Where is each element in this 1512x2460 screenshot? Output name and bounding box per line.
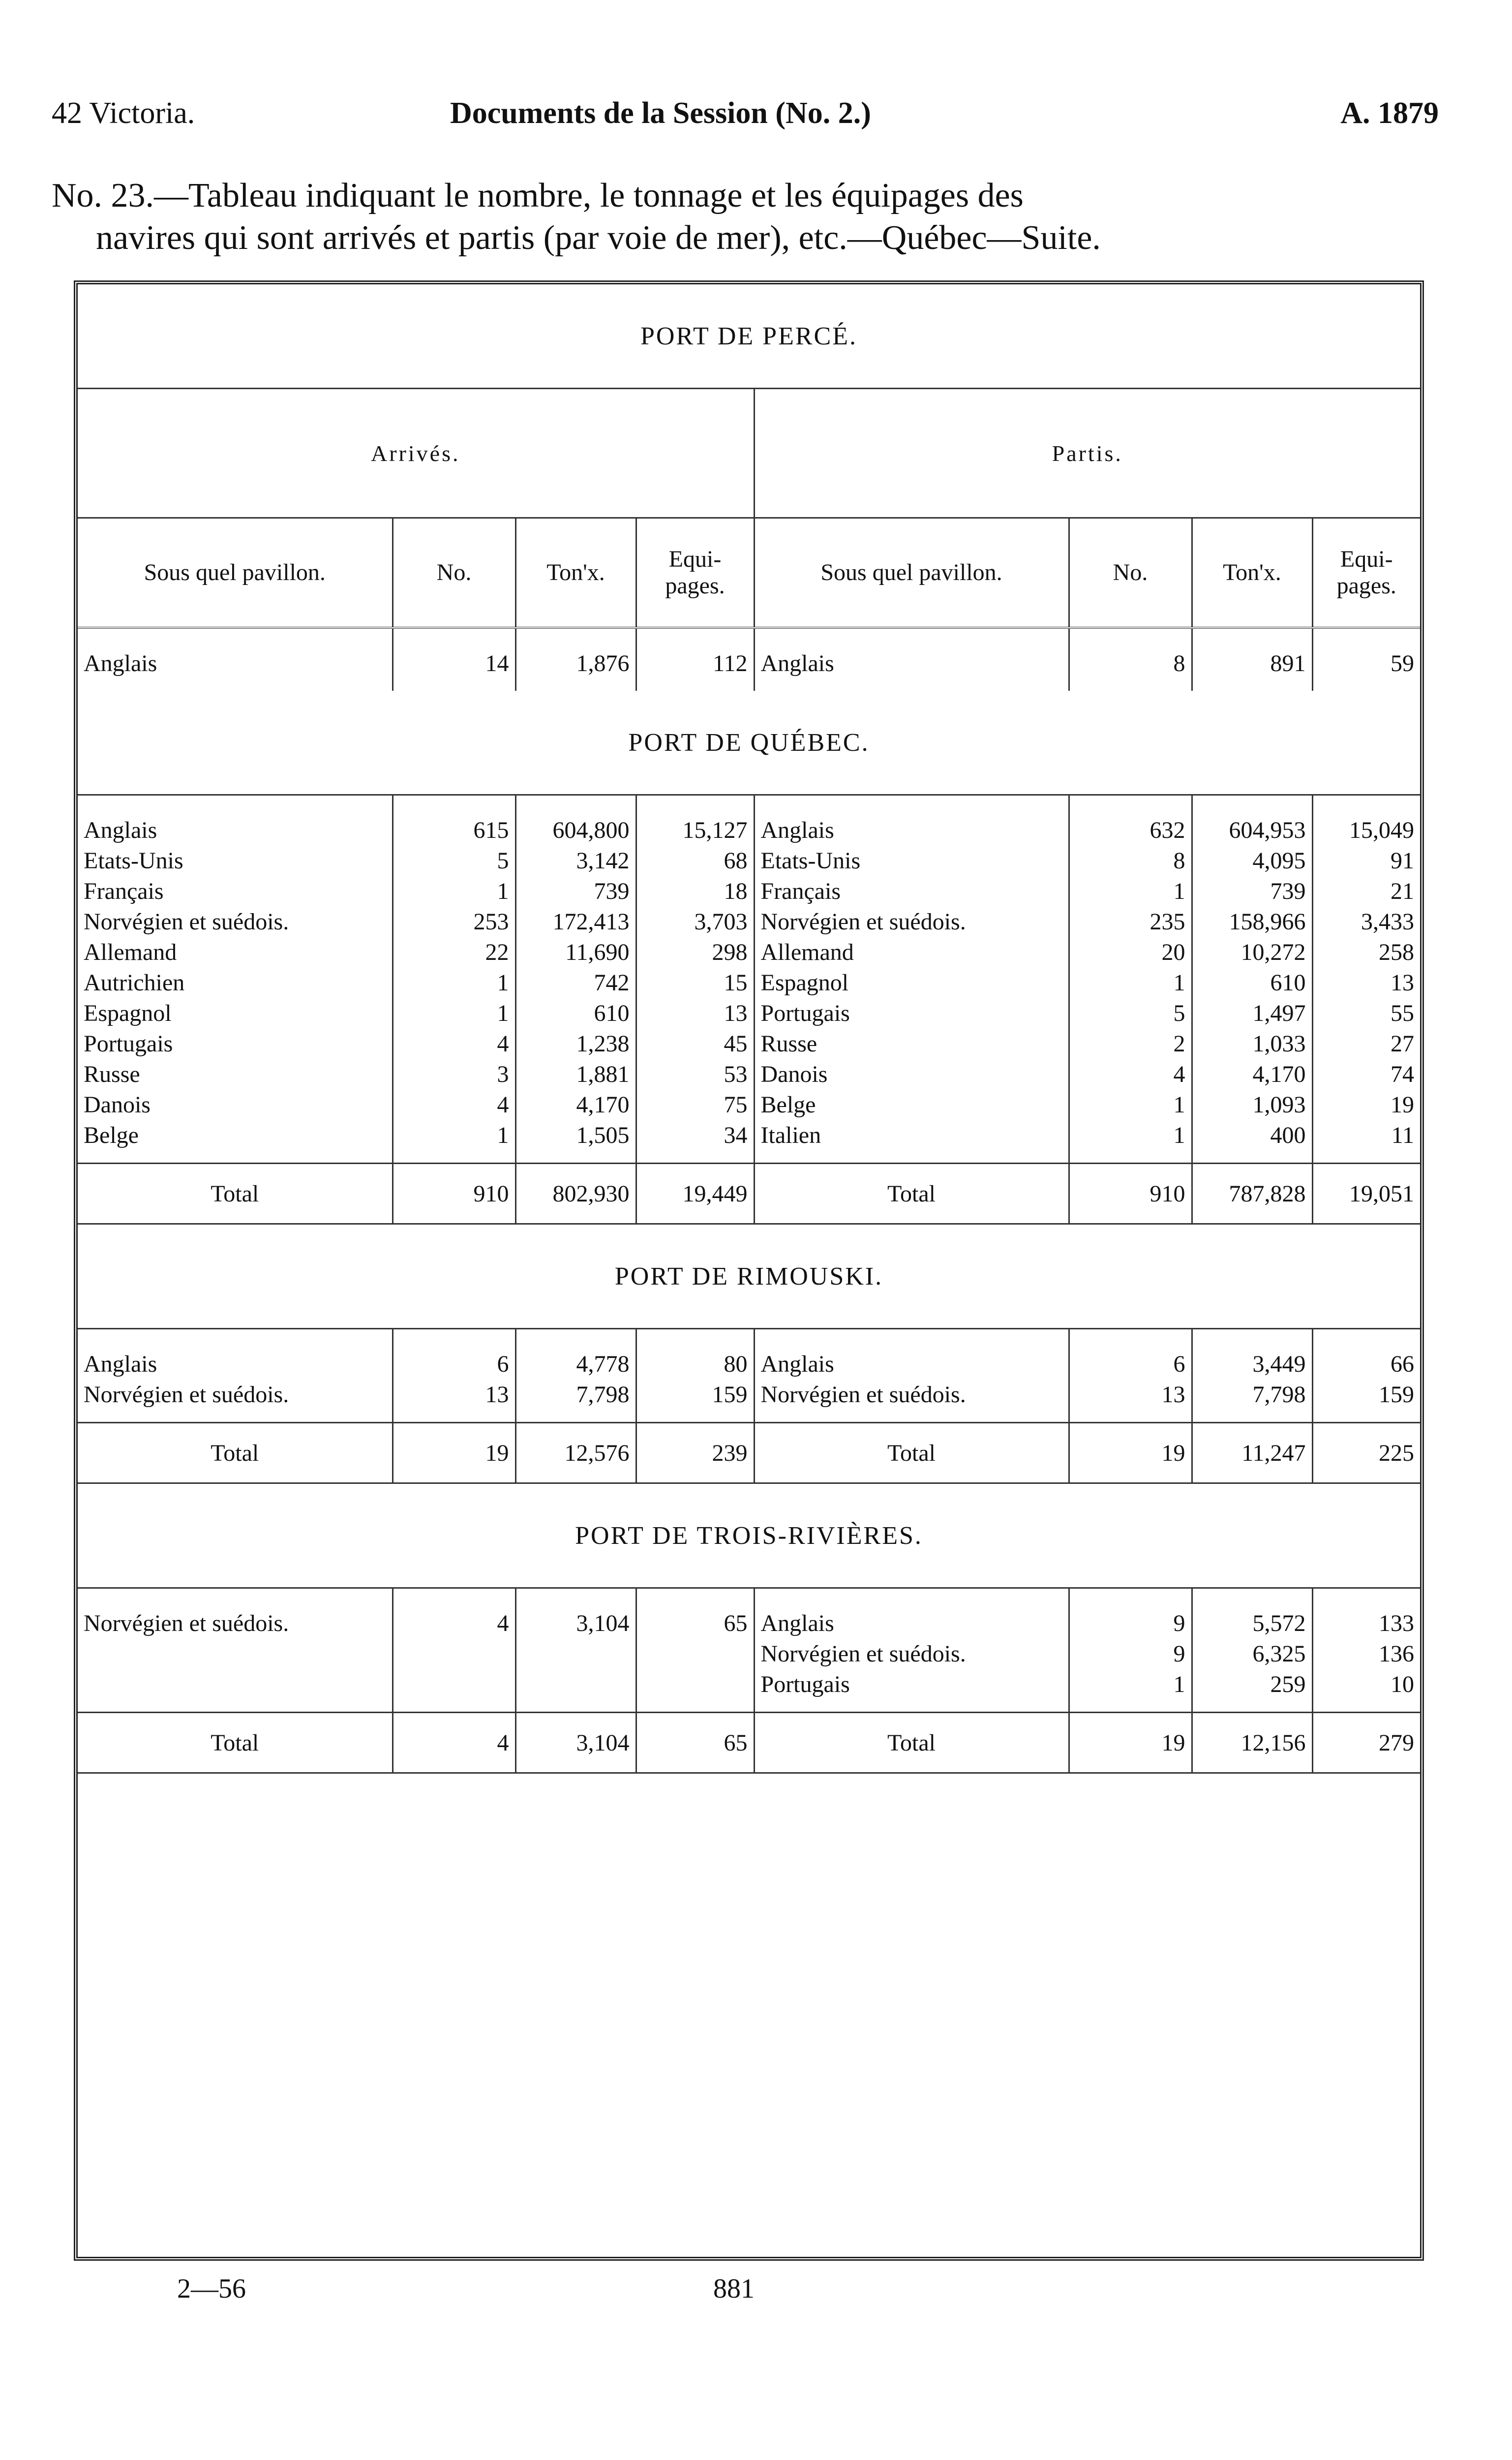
departed-crew: 91 [1391, 848, 1414, 874]
departed-crew: 258 [1379, 939, 1414, 965]
arrived-crew: 15 [636, 968, 754, 998]
table-row [78, 795, 1420, 846]
departed-flag: Russe [754, 1029, 1069, 1059]
table-row [78, 1090, 1420, 1120]
departed-no: 9 [1069, 1588, 1192, 1639]
arrived-tons: 3,142 [515, 846, 636, 876]
departed-no: 1 [1069, 1090, 1192, 1120]
departed-tons: 400 [1192, 1120, 1312, 1164]
table-row [78, 846, 1420, 876]
arrived-flag: Norvégien et suédois. [78, 1380, 393, 1423]
table-row [78, 1120, 1420, 1164]
arrived-flag: Russe [78, 1059, 393, 1090]
document-title [52, 175, 1439, 259]
departed-crew: 3,433 [1361, 909, 1414, 935]
arrived-no: 4 [393, 1588, 515, 1639]
header-center: Documents de la Session (No. 2.) [450, 96, 871, 130]
table-row [78, 628, 1420, 691]
arrived-crew: 53 [636, 1059, 754, 1090]
table-row [78, 1059, 1420, 1090]
title-line-2: navires qui sont arrivés et partis (par voie de mer), etc.—Québec—Suite. [96, 219, 1101, 257]
arrived-tons: 1,876 [515, 628, 636, 691]
departed-tons: 158,966 [1192, 907, 1312, 937]
arrived-tons: 1,505 [515, 1120, 636, 1164]
departed-crew: 59 [1391, 650, 1414, 676]
departed-total-label: Total [754, 1423, 1069, 1483]
col-head-tons: Ton'x. [515, 518, 636, 628]
arrived-no: 253 [393, 907, 515, 937]
departed-no: 632 [1069, 795, 1192, 846]
footer-center: 881 [713, 2274, 755, 2304]
departed-no: 2 [1069, 1029, 1192, 1059]
departed-total-crew: 19,051 [1312, 1164, 1420, 1224]
arrived-no: 1 [393, 998, 515, 1029]
title-line-1: No. 23.—Tableau indiquant le nombre, le tonnage et les équipages des [52, 177, 1024, 215]
arrived-no: 14 [393, 628, 515, 691]
arrived-crew: 18 [636, 876, 754, 907]
departed-total-tons: 11,247 [1192, 1423, 1312, 1483]
arrived-flag: Norvégien et suédois. [78, 907, 393, 937]
departed-total-no: 19 [1069, 1423, 1192, 1483]
departed-tons: 10,272 [1192, 937, 1312, 968]
arrived-total-no: 910 [393, 1164, 515, 1224]
arrived-no: 4 [393, 1090, 515, 1120]
departed-no: 13 [1069, 1380, 1192, 1423]
arrived-tons: 4,170 [515, 1090, 636, 1120]
departed-crew: 19 [1391, 1092, 1414, 1118]
departed-no: 8 [1069, 628, 1192, 691]
section-head-row [78, 389, 1420, 518]
col-head-no: No. [1069, 518, 1192, 628]
arrived-crew: 159 [636, 1380, 754, 1423]
arrived-crew: 34 [636, 1120, 754, 1164]
table-row [78, 1639, 1420, 1669]
departed-no: 4 [1069, 1059, 1192, 1090]
departed-flag: Anglais [754, 628, 1069, 691]
departed-tons: 259 [1192, 1669, 1312, 1713]
departed-total-tons: 787,828 [1192, 1164, 1312, 1224]
departed-no: 20 [1069, 937, 1192, 968]
arrived-flag: Norvégien et suédois. [78, 1588, 393, 1639]
arrived-flag: Etats-Unis [78, 846, 393, 876]
departed-tons: 4,170 [1192, 1059, 1312, 1090]
departed-crew: 10 [1391, 1671, 1414, 1697]
arrived-no: 1 [393, 968, 515, 998]
departed-tons: 6,325 [1192, 1639, 1312, 1669]
departed-crew: 74 [1391, 1061, 1414, 1087]
arrived-crew: 68 [636, 846, 754, 876]
departed-tons: 4,095 [1192, 846, 1312, 876]
table-row [78, 1329, 1420, 1380]
arrived-crew: 75 [636, 1090, 754, 1120]
departed-no: 235 [1069, 907, 1192, 937]
departed-crew: 66 [1391, 1351, 1414, 1377]
departed-tons: 1,497 [1192, 998, 1312, 1029]
col-head-flag: Sous quel pavillon. [78, 518, 393, 628]
arrived-tons: 604,800 [515, 795, 636, 846]
col-head-crew: Equi-pages. [636, 518, 754, 628]
port-title-row [78, 284, 1420, 389]
arrived-tons: 1,881 [515, 1059, 636, 1090]
departed-total-crew: 279 [1312, 1713, 1420, 1773]
arrived-tons: 3,104 [515, 1588, 636, 1639]
departed-total-no: 19 [1069, 1713, 1192, 1773]
port-title-row [78, 691, 1420, 795]
arrived-no [393, 1669, 515, 1713]
arrived-tons: 172,413 [515, 907, 636, 937]
departed-flag: Espagnol [754, 968, 1069, 998]
departed-crew: 15,049 [1349, 817, 1414, 843]
departed-no: 5 [1069, 998, 1192, 1029]
departed-tons: 3,449 [1192, 1329, 1312, 1380]
footer-left: 2—56 [177, 2274, 246, 2304]
arrived-no: 1 [393, 1120, 515, 1164]
arrived-no: 22 [393, 937, 515, 968]
total-row [78, 1713, 1420, 1773]
departed-crew: 159 [1379, 1382, 1414, 1408]
page-header [52, 96, 1439, 140]
arrived-flag: Danois [78, 1090, 393, 1120]
table-row [78, 907, 1420, 937]
arrived-crew [636, 1639, 754, 1669]
departed-no: 1 [1069, 1120, 1192, 1164]
arrived-tons [515, 1639, 636, 1669]
arrived-flag [78, 1639, 393, 1669]
table-row [78, 998, 1420, 1029]
departed-flag: Norvégien et suédois. [754, 907, 1069, 937]
departed-flag: Belge [754, 1090, 1069, 1120]
arrived-heading: Arrivés. [78, 389, 754, 518]
arrived-crew: 298 [636, 937, 754, 968]
column-head-row [78, 518, 1420, 628]
arrived-tons: 4,778 [515, 1329, 636, 1380]
arrived-flag: Anglais [78, 795, 393, 846]
port-name: PORT DE QUÉBEC. [78, 691, 1420, 795]
departed-total-label: Total [754, 1713, 1069, 1773]
port-title-row [78, 1224, 1420, 1329]
departed-no: 9 [1069, 1639, 1192, 1669]
arrived-total-tons: 3,104 [515, 1713, 636, 1773]
arrived-no: 1 [393, 876, 515, 907]
ports-table [78, 284, 1420, 1774]
arrived-total-tons: 12,576 [515, 1423, 636, 1483]
port-name: PORT DE TROIS-RIVIÈRES. [78, 1483, 1420, 1588]
departed-tons: 5,572 [1192, 1588, 1312, 1639]
arrived-no: 5 [393, 846, 515, 876]
departed-crew: 133 [1379, 1610, 1414, 1636]
departed-tons: 891 [1192, 628, 1312, 691]
departed-crew: 55 [1391, 1000, 1414, 1026]
departed-flag: Danois [754, 1059, 1069, 1090]
arrived-no: 4 [393, 1029, 515, 1059]
col-head-no: No. [393, 518, 515, 628]
arrived-flag: Allemand [78, 937, 393, 968]
arrived-flag: Autrichien [78, 968, 393, 998]
arrived-crew: 13 [636, 998, 754, 1029]
col-head-tons: Ton'x. [1192, 518, 1312, 628]
departed-total-no: 910 [1069, 1164, 1192, 1224]
arrived-flag [78, 1669, 393, 1713]
departed-crew: 11 [1391, 1122, 1414, 1148]
total-row [78, 1164, 1420, 1224]
arrived-no: 3 [393, 1059, 515, 1090]
departed-flag: Norvégien et suédois. [754, 1639, 1069, 1669]
arrived-total-label: Total [78, 1713, 393, 1773]
departed-tons: 1,033 [1192, 1029, 1312, 1059]
arrived-total-no: 19 [393, 1423, 515, 1483]
arrived-tons: 739 [515, 876, 636, 907]
table-row [78, 1380, 1420, 1423]
arrived-tons: 742 [515, 968, 636, 998]
port-name: PORT DE RIMOUSKI. [78, 1224, 1420, 1329]
header-left: 42 Victoria. [52, 96, 195, 130]
table-row [78, 937, 1420, 968]
departed-heading: Partis. [754, 389, 1420, 518]
arrived-flag: Espagnol [78, 998, 393, 1029]
port-title-row [78, 1483, 1420, 1588]
arrived-no [393, 1639, 515, 1669]
departed-flag: Anglais [754, 795, 1069, 846]
departed-flag: Anglais [754, 1588, 1069, 1639]
arrived-flag: Anglais [78, 628, 393, 691]
departed-crew: 13 [1391, 970, 1414, 996]
departed-flag: Etats-Unis [754, 846, 1069, 876]
arrived-tons: 11,690 [515, 937, 636, 968]
arrived-total-crew: 239 [636, 1423, 754, 1483]
departed-tons: 739 [1192, 876, 1312, 907]
departed-crew: 21 [1391, 878, 1414, 904]
arrived-total-tons: 802,930 [515, 1164, 636, 1224]
arrived-total-label: Total [78, 1164, 393, 1224]
arrived-crew [636, 1669, 754, 1713]
arrived-tons: 610 [515, 998, 636, 1029]
arrived-no: 615 [393, 795, 515, 846]
arrived-crew: 112 [636, 628, 754, 691]
table-row [78, 1669, 1420, 1713]
departed-total-label: Total [754, 1164, 1069, 1224]
departed-tons: 1,093 [1192, 1090, 1312, 1120]
arrived-tons: 7,798 [515, 1380, 636, 1423]
arrived-tons: 1,238 [515, 1029, 636, 1059]
departed-no: 1 [1069, 1669, 1192, 1713]
arrived-tons [515, 1669, 636, 1713]
header-right: A. 1879 [1340, 96, 1439, 130]
arrived-flag: Français [78, 876, 393, 907]
arrived-no: 6 [393, 1329, 515, 1380]
departed-flag: Allemand [754, 937, 1069, 968]
departed-total-tons: 12,156 [1192, 1713, 1312, 1773]
arrived-total-crew: 65 [636, 1713, 754, 1773]
arrived-flag: Belge [78, 1120, 393, 1164]
table-row [78, 1588, 1420, 1639]
departed-flag: Portugais [754, 998, 1069, 1029]
total-row [78, 1423, 1420, 1483]
departed-tons: 604,953 [1192, 795, 1312, 846]
departed-no: 8 [1069, 846, 1192, 876]
departed-flag: Norvégien et suédois. [754, 1380, 1069, 1423]
departed-flag: Français [754, 876, 1069, 907]
table-row [78, 1029, 1420, 1059]
departed-no: 1 [1069, 876, 1192, 907]
arrived-flag: Portugais [78, 1029, 393, 1059]
departed-total-crew: 225 [1312, 1423, 1420, 1483]
arrived-total-crew: 19,449 [636, 1164, 754, 1224]
arrived-total-no: 4 [393, 1713, 515, 1773]
departed-tons: 610 [1192, 968, 1312, 998]
col-head-flag: Sous quel pavillon. [754, 518, 1069, 628]
arrived-crew: 80 [636, 1329, 754, 1380]
port-name: PORT DE PERCÉ. [78, 284, 1420, 389]
arrived-flag: Anglais [78, 1329, 393, 1380]
arrived-crew: 45 [636, 1029, 754, 1059]
arrived-crew: 65 [636, 1588, 754, 1639]
arrived-crew: 3,703 [636, 907, 754, 937]
arrived-crew: 15,127 [636, 795, 754, 846]
departed-crew: 136 [1379, 1641, 1414, 1667]
departed-no: 6 [1069, 1329, 1192, 1380]
departed-flag: Portugais [754, 1669, 1069, 1713]
table-row [78, 968, 1420, 998]
arrived-no: 13 [393, 1380, 515, 1423]
departed-no: 1 [1069, 968, 1192, 998]
table-row [78, 876, 1420, 907]
departed-tons: 7,798 [1192, 1380, 1312, 1423]
col-head-crew: Equi-pages. [1312, 518, 1420, 628]
departed-crew: 27 [1391, 1031, 1414, 1057]
arrived-total-label: Total [78, 1423, 393, 1483]
table-frame [74, 280, 1424, 2261]
departed-flag: Italien [754, 1120, 1069, 1164]
departed-flag: Anglais [754, 1329, 1069, 1380]
